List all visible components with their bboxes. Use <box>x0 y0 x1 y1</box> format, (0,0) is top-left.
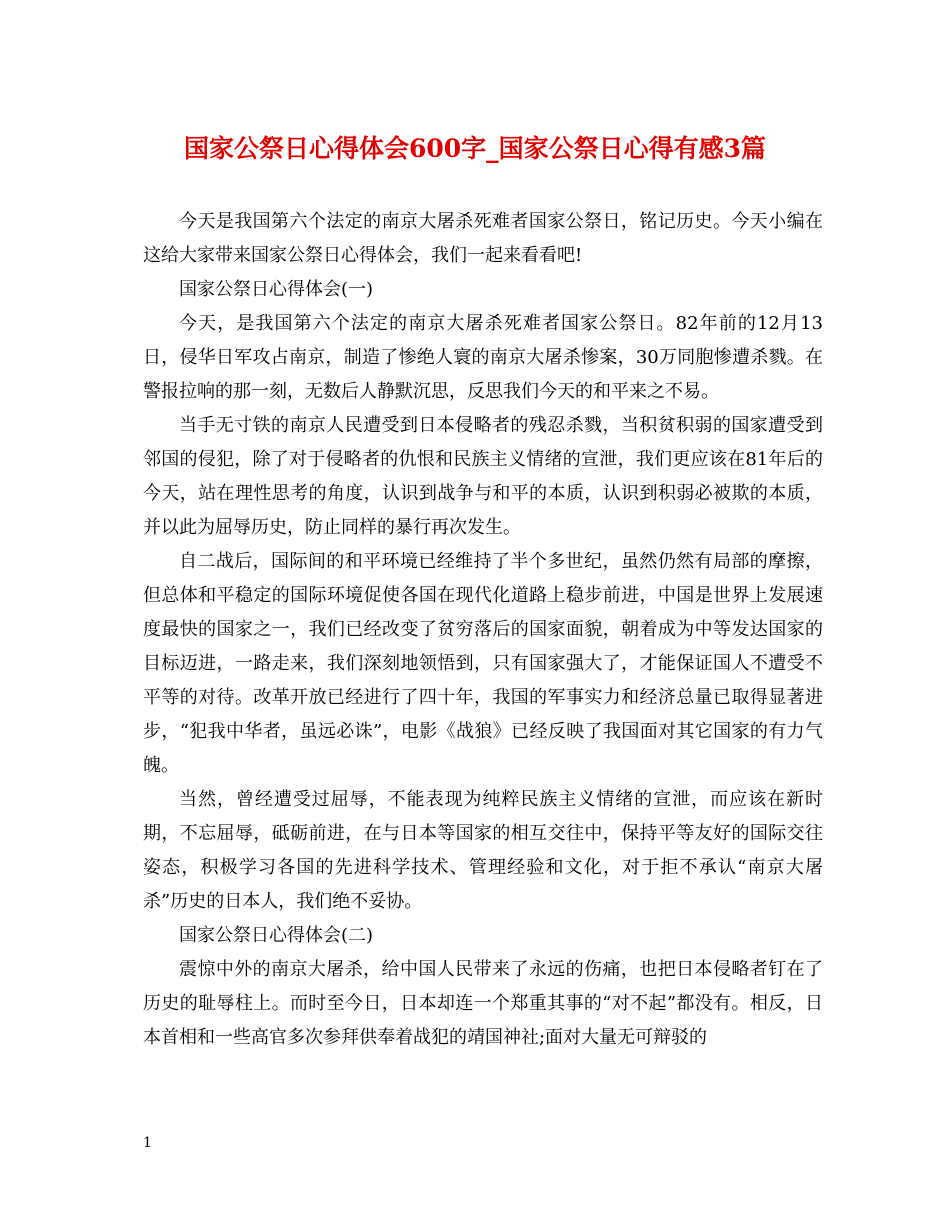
body-paragraph: 今天，是我国第六个法定的南京大屠杀死难者国家公祭日。82年前的12月13日，侵华日军攻占南京，制造了惨绝人寰的南京大屠杀惨案，30万同胞惨遭杀戮。在警报拉响的那一刻，无数后人静默沉思，反思我们今天的和平来之不易。 <box>143 313 823 402</box>
body-paragraph: 当然，曾经遭受过屈辱，不能表现为纯粹民族主义情绪的宣泄，而应该在新时期，不忘屈辱，砥砺前进，在与日本等国家的相互交往中，保持平等友好的国际交往姿态，积极学习各国的先进科学技术、管理经验和文化，对于拒不承认“南京大屠杀”历史的日本人，我们绝不妥协。 <box>143 789 823 912</box>
page-title: 国家公祭日心得体会600字_国家公祭日心得有感3篇 <box>183 134 767 163</box>
body-paragraph: 自二战后，国际间的和平环境已经维持了半个多世纪，虽然仍然有局部的摩擦，但总体和平稳定的国际环境促使各国在现代化道路上稳步前进，中国是世界上发展速度最快的国家之一，我们已经改变了贫穷落后的国家面貌，朝着成为中等发达国家的目标迈进，一路走来，我们深刻地领悟到，只有国家强大了，才能保证国人不遭受不平等的对待。改革开放已经进行了四十年，我国的军事实力和经济总量已取得显著进步，“犯我中华者，虽远必诛”，电影《战狼》已经反映了我国面对其它国家的有力气魄。 <box>143 551 823 776</box>
page-number: 1 <box>143 1135 152 1151</box>
section-heading-1: 国家公祭日心得体会(一) <box>179 279 374 300</box>
section-heading-2: 国家公祭日心得体会(二) <box>179 925 374 946</box>
body-paragraph: 震惊中外的南京大屠杀，给中国人民带来了永远的伤痛，也把日本侵略者钉在了历史的耻辱柱上。而时至今日，日本却连一个郑重其事的“对不起”都没有。相反，日本首相和一些高官多次参拜供奉着战犯的靖国神社;面对大量无可辩驳的 <box>143 959 823 1048</box>
document-body <box>143 205 823 1055</box>
body-paragraph: 当手无寸铁的南京人民遭受到日本侵略者的残忍杀戮，当积贫积弱的国家遭受到邻国的侵犯，除了对于侵略者的仇恨和民族主义情绪的宣泄，我们更应该在81年后的今天，站在理性思考的角度，认识到战争与和平的本质，认识到积弱必被欺的本质，并以此为屈辱历史，防止同样的暴行再次发生。 <box>143 415 823 538</box>
intro-paragraph: 今天是我国第六个法定的南京大屠杀死难者国家公祭日，铭记历史。今天小编在这给大家带来国家公祭日心得体会，我们一起来看看吧! <box>143 211 823 266</box>
